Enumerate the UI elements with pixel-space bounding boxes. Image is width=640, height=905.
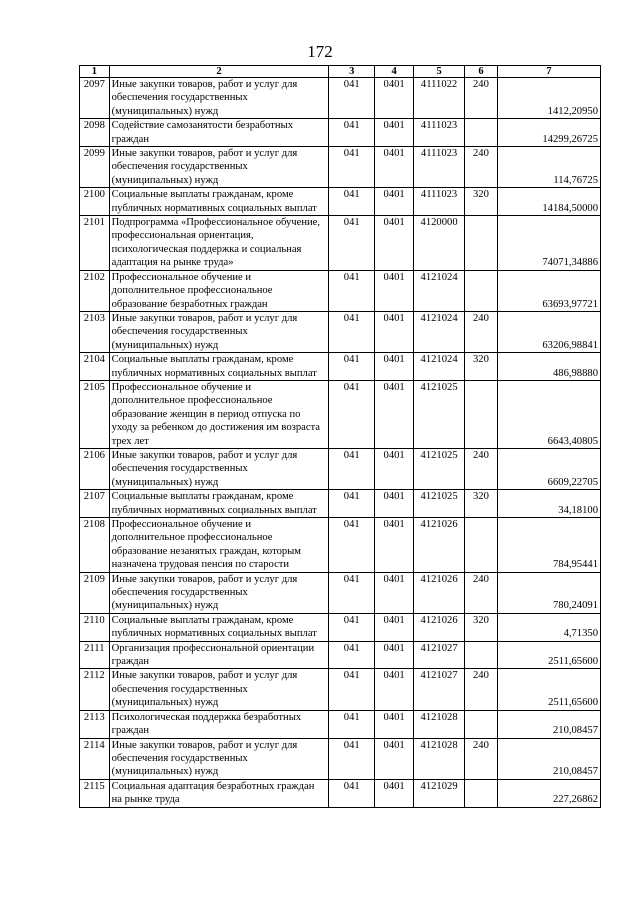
row-number-cell: 2097	[80, 78, 110, 119]
item-name-cell: Социальные выплаты гражданам, кроме публичных нормативных социальных выплат	[109, 613, 329, 641]
expense-type-cell: 240	[465, 669, 498, 710]
ministry-code-cell: 041	[329, 490, 375, 518]
section-code-cell: 0401	[375, 147, 414, 188]
expense-type-cell: 320	[465, 188, 498, 216]
ministry-code-cell: 041	[329, 738, 375, 779]
ministry-code-cell: 041	[329, 613, 375, 641]
table-row	[80, 147, 601, 188]
ministry-code-cell: 041	[329, 572, 375, 613]
expense-type-cell: 240	[465, 448, 498, 489]
target-code-cell: 4121026	[414, 613, 465, 641]
ministry-code-cell: 041	[329, 188, 375, 216]
ministry-code-cell: 041	[329, 311, 375, 352]
table-row	[80, 311, 601, 352]
table-row	[80, 119, 601, 147]
expense-type-cell: 320	[465, 353, 498, 381]
item-name-cell: Профессиональное обучение и дополнительное профессиональное образование безработных граждан	[109, 270, 329, 311]
expense-type-cell	[465, 216, 498, 271]
amount-cell: 2511,65600	[497, 669, 600, 710]
target-code-cell: 4121025	[414, 380, 465, 448]
item-name-cell: Социальные выплаты гражданам, кроме публичных нормативных социальных выплат	[109, 188, 329, 216]
amount-cell: 74071,34886	[497, 216, 600, 271]
target-code-cell: 4121027	[414, 641, 465, 669]
item-name-cell: Социальные выплаты гражданам, кроме публичных нормативных социальных выплат	[109, 353, 329, 381]
row-number-cell: 2115	[80, 779, 110, 807]
ministry-code-cell: 041	[329, 380, 375, 448]
amount-cell: 34,18100	[497, 490, 600, 518]
column-header: 2	[109, 66, 329, 78]
target-code-cell: 4121026	[414, 518, 465, 573]
amount-cell: 14184,50000	[497, 188, 600, 216]
target-code-cell: 4121024	[414, 353, 465, 381]
item-name-cell: Профессиональное обучение и дополнительное профессиональное образование женщин в период отпуска по уходу за ребенком до достижения им возраста трех лет	[109, 380, 329, 448]
item-name-cell: Профессиональное обучение и дополнительное профессиональное образование незанятых граждан, которым назначена трудовая пенсия по старости	[109, 518, 329, 573]
column-header: 7	[497, 66, 600, 78]
table-row	[80, 641, 601, 669]
row-number-cell: 2098	[80, 119, 110, 147]
row-number-cell: 2114	[80, 738, 110, 779]
section-code-cell: 0401	[375, 353, 414, 381]
ministry-code-cell: 041	[329, 669, 375, 710]
section-code-cell: 0401	[375, 270, 414, 311]
section-code-cell: 0401	[375, 311, 414, 352]
target-code-cell: 4121024	[414, 311, 465, 352]
item-name-cell: Содействие самозанятости безработных граждан	[109, 119, 329, 147]
column-header: 6	[465, 66, 498, 78]
row-number-cell: 2104	[80, 353, 110, 381]
amount-cell: 63693,97721	[497, 270, 600, 311]
section-code-cell: 0401	[375, 641, 414, 669]
expense-type-cell	[465, 380, 498, 448]
amount-cell: 210,08457	[497, 738, 600, 779]
section-code-cell: 0401	[375, 380, 414, 448]
table-row	[80, 669, 601, 710]
table-row	[80, 518, 601, 573]
item-name-cell: Иные закупки товаров, работ и услуг для обеспечения государственных (муниципальных) нужд	[109, 448, 329, 489]
target-code-cell: 4121024	[414, 270, 465, 311]
table-row	[80, 216, 601, 271]
table-body	[80, 78, 601, 808]
item-name-cell: Иные закупки товаров, работ и услуг для обеспечения государственных (муниципальных) нужд	[109, 311, 329, 352]
target-code-cell: 4121026	[414, 572, 465, 613]
amount-cell: 4,71350	[497, 613, 600, 641]
amount-cell: 63206,98841	[497, 311, 600, 352]
section-code-cell: 0401	[375, 188, 414, 216]
column-header: 5	[414, 66, 465, 78]
expense-type-cell	[465, 119, 498, 147]
amount-cell: 1412,20950	[497, 78, 600, 119]
expense-type-cell	[465, 518, 498, 573]
expense-type-cell: 320	[465, 490, 498, 518]
ministry-code-cell: 041	[329, 78, 375, 119]
row-number-cell: 2111	[80, 641, 110, 669]
table-row	[80, 448, 601, 489]
target-code-cell: 4121027	[414, 669, 465, 710]
amount-cell: 780,24091	[497, 572, 600, 613]
expense-type-cell	[465, 641, 498, 669]
table-row	[80, 490, 601, 518]
target-code-cell: 4121025	[414, 490, 465, 518]
amount-cell: 6643,40805	[497, 380, 600, 448]
item-name-cell: Иные закупки товаров, работ и услуг для обеспечения государственных (муниципальных) нужд	[109, 147, 329, 188]
amount-cell: 227,26862	[497, 779, 600, 807]
section-code-cell: 0401	[375, 518, 414, 573]
expense-type-cell: 240	[465, 311, 498, 352]
table-row	[80, 710, 601, 738]
amount-cell: 6609,22705	[497, 448, 600, 489]
item-name-cell: Психологическая поддержка безработных граждан	[109, 710, 329, 738]
amount-cell: 784,95441	[497, 518, 600, 573]
amount-cell: 210,08457	[497, 710, 600, 738]
column-header: 1	[80, 66, 110, 78]
item-name-cell: Иные закупки товаров, работ и услуг для обеспечения государственных (муниципальных) нужд	[109, 572, 329, 613]
page-number: 172	[307, 42, 333, 61]
target-code-cell: 4121028	[414, 738, 465, 779]
ministry-code-cell: 041	[329, 779, 375, 807]
table-row	[80, 353, 601, 381]
row-number-cell: 2100	[80, 188, 110, 216]
expense-type-cell: 240	[465, 738, 498, 779]
expense-type-cell: 240	[465, 147, 498, 188]
target-code-cell: 4111023	[414, 188, 465, 216]
ministry-code-cell: 041	[329, 216, 375, 271]
row-number-cell: 2106	[80, 448, 110, 489]
ministry-code-cell: 041	[329, 119, 375, 147]
column-header: 3	[329, 66, 375, 78]
section-code-cell: 0401	[375, 119, 414, 147]
item-name-cell: Организация профессиональной ориентации граждан	[109, 641, 329, 669]
ministry-code-cell: 041	[329, 353, 375, 381]
target-code-cell: 4111023	[414, 119, 465, 147]
expense-type-cell: 240	[465, 572, 498, 613]
table-row	[80, 779, 601, 807]
expense-type-cell: 320	[465, 613, 498, 641]
table-row	[80, 738, 601, 779]
row-number-cell: 2105	[80, 380, 110, 448]
section-code-cell: 0401	[375, 779, 414, 807]
section-code-cell: 0401	[375, 669, 414, 710]
section-code-cell: 0401	[375, 216, 414, 271]
table-row	[80, 270, 601, 311]
ministry-code-cell: 041	[329, 448, 375, 489]
amount-cell: 2511,65600	[497, 641, 600, 669]
table-row	[80, 78, 601, 119]
table-row	[80, 380, 601, 448]
ministry-code-cell: 041	[329, 641, 375, 669]
table-row	[80, 613, 601, 641]
expense-type-cell	[465, 710, 498, 738]
expense-type-cell: 240	[465, 78, 498, 119]
column-header: 4	[375, 66, 414, 78]
section-code-cell: 0401	[375, 78, 414, 119]
row-number-cell: 2102	[80, 270, 110, 311]
section-code-cell: 0401	[375, 490, 414, 518]
section-code-cell: 0401	[375, 738, 414, 779]
amount-cell: 114,76725	[497, 147, 600, 188]
row-number-cell: 2110	[80, 613, 110, 641]
row-number-cell: 2099	[80, 147, 110, 188]
row-number-cell: 2108	[80, 518, 110, 573]
amount-cell: 14299,26725	[497, 119, 600, 147]
target-code-cell: 4111023	[414, 147, 465, 188]
ministry-code-cell: 041	[329, 270, 375, 311]
item-name-cell: Подпрограмма «Профессиональное обучение, профессиональная ориентация, психологическая поддержка и социальная адаптация на рынке труда»	[109, 216, 329, 271]
section-code-cell: 0401	[375, 710, 414, 738]
target-code-cell: 4121025	[414, 448, 465, 489]
ministry-code-cell: 041	[329, 147, 375, 188]
table-row	[80, 188, 601, 216]
row-number-cell: 2107	[80, 490, 110, 518]
item-name-cell: Иные закупки товаров, работ и услуг для обеспечения государственных (муниципальных) нужд	[109, 669, 329, 710]
item-name-cell: Социальная адаптация безработных граждан на рынке труда	[109, 779, 329, 807]
item-name-cell: Иные закупки товаров, работ и услуг для обеспечения государственных (муниципальных) нужд	[109, 78, 329, 119]
section-code-cell: 0401	[375, 448, 414, 489]
section-code-cell: 0401	[375, 572, 414, 613]
section-code-cell: 0401	[375, 613, 414, 641]
header-row	[80, 66, 601, 78]
row-number-cell: 2103	[80, 311, 110, 352]
table-row	[80, 572, 601, 613]
amount-cell: 486,98880	[497, 353, 600, 381]
row-number-cell: 2101	[80, 216, 110, 271]
item-name-cell: Социальные выплаты гражданам, кроме публичных нормативных социальных выплат	[109, 490, 329, 518]
ministry-code-cell: 041	[329, 518, 375, 573]
expense-type-cell	[465, 270, 498, 311]
item-name-cell: Иные закупки товаров, работ и услуг для обеспечения государственных (муниципальных) нужд	[109, 738, 329, 779]
target-code-cell: 4121028	[414, 710, 465, 738]
target-code-cell: 4121029	[414, 779, 465, 807]
budget-table	[79, 65, 601, 808]
row-number-cell: 2109	[80, 572, 110, 613]
ministry-code-cell: 041	[329, 710, 375, 738]
row-number-cell: 2113	[80, 710, 110, 738]
target-code-cell: 4120000	[414, 216, 465, 271]
target-code-cell: 4111022	[414, 78, 465, 119]
row-number-cell: 2112	[80, 669, 110, 710]
expense-type-cell	[465, 779, 498, 807]
